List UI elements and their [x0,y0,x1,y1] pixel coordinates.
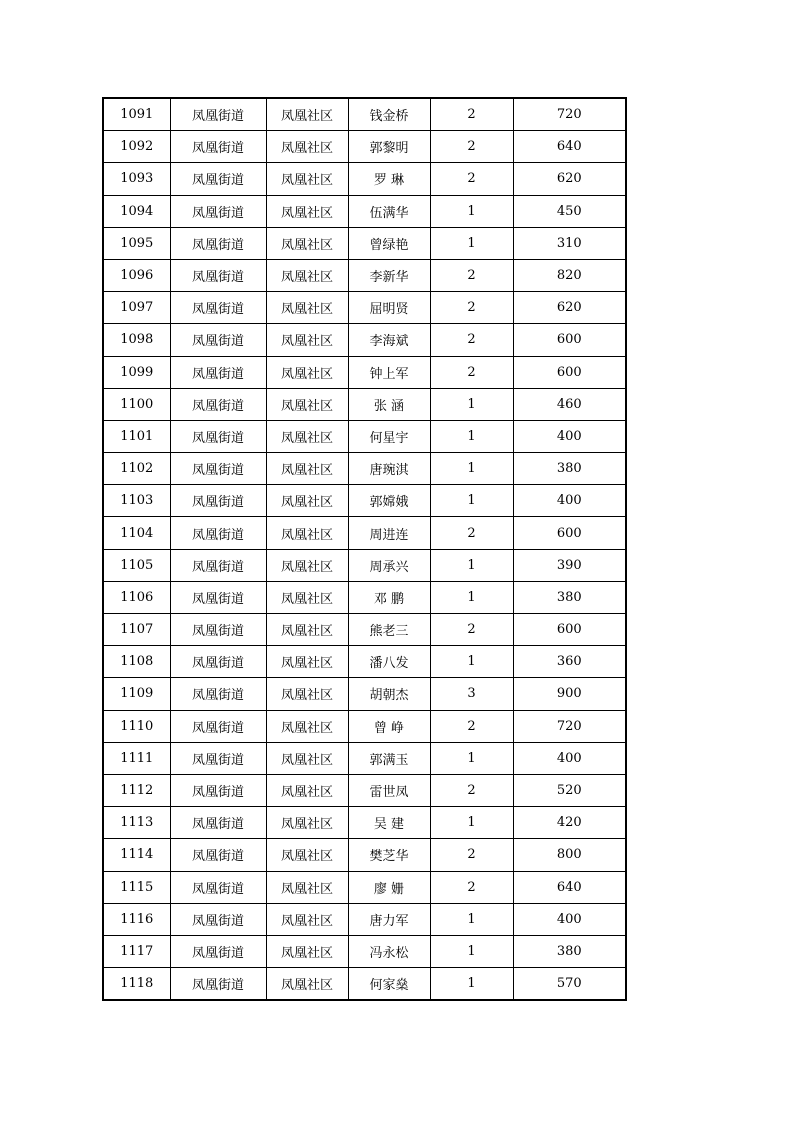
cell-street: 凤凰街道 [170,581,266,613]
cell-street: 凤凰街道 [170,195,266,227]
cell-count: 2 [430,292,513,324]
cell-community: 凤凰社区 [266,227,348,259]
cell-street: 凤凰街道 [170,356,266,388]
table-row [103,324,626,356]
cell-street: 凤凰街道 [170,871,266,903]
cell-name: 何家燊 [348,968,430,1001]
cell-count: 1 [430,807,513,839]
cell-amount: 640 [513,131,626,163]
cell-count: 2 [430,517,513,549]
cell-name: 唐琬淇 [348,453,430,485]
table-row [103,839,626,871]
cell-count: 1 [430,453,513,485]
cell-street: 凤凰街道 [170,774,266,806]
cell-amount: 400 [513,420,626,452]
cell-street: 凤凰街道 [170,968,266,1001]
cell-street: 凤凰街道 [170,935,266,967]
cell-serial-number: 1115 [103,871,170,903]
cell-name: 郭满玉 [348,742,430,774]
cell-amount: 600 [513,324,626,356]
cell-street: 凤凰街道 [170,98,266,131]
cell-street: 凤凰街道 [170,614,266,646]
cell-community: 凤凰社区 [266,163,348,195]
table-row [103,98,626,131]
cell-serial-number: 1105 [103,549,170,581]
cell-community: 凤凰社区 [266,453,348,485]
cell-community: 凤凰社区 [266,710,348,742]
cell-street: 凤凰街道 [170,839,266,871]
cell-community: 凤凰社区 [266,420,348,452]
cell-amount: 570 [513,968,626,1001]
cell-amount: 390 [513,549,626,581]
cell-serial-number: 1110 [103,710,170,742]
cell-community: 凤凰社区 [266,774,348,806]
cell-name: 周进连 [348,517,430,549]
cell-serial-number: 1101 [103,420,170,452]
cell-count: 2 [430,98,513,131]
cell-amount: 380 [513,935,626,967]
cell-street: 凤凰街道 [170,549,266,581]
cell-name: 吴 建 [348,807,430,839]
cell-name: 曾绿艳 [348,227,430,259]
cell-serial-number: 1111 [103,742,170,774]
table-row [103,517,626,549]
cell-amount: 620 [513,292,626,324]
cell-amount: 800 [513,839,626,871]
cell-name: 曾 峥 [348,710,430,742]
cell-serial-number: 1096 [103,259,170,291]
cell-community: 凤凰社区 [266,678,348,710]
cell-amount: 900 [513,678,626,710]
cell-count: 1 [430,549,513,581]
cell-amount: 600 [513,356,626,388]
cell-amount: 640 [513,871,626,903]
cell-serial-number: 1093 [103,163,170,195]
table-row [103,195,626,227]
cell-serial-number: 1098 [103,324,170,356]
cell-amount: 400 [513,903,626,935]
table-row [103,131,626,163]
table-row [103,774,626,806]
cell-count: 1 [430,646,513,678]
cell-count: 2 [430,131,513,163]
cell-street: 凤凰街道 [170,259,266,291]
table-row [103,968,626,1001]
cell-count: 2 [430,356,513,388]
cell-count: 1 [430,227,513,259]
cell-serial-number: 1102 [103,453,170,485]
cell-name: 周承兴 [348,549,430,581]
cell-community: 凤凰社区 [266,195,348,227]
cell-community: 凤凰社区 [266,98,348,131]
cell-community: 凤凰社区 [266,131,348,163]
cell-street: 凤凰街道 [170,710,266,742]
cell-name: 屈明贤 [348,292,430,324]
cell-name: 何星宇 [348,420,430,452]
cell-name: 樊芝华 [348,839,430,871]
cell-serial-number: 1091 [103,98,170,131]
cell-name: 郭嫦娥 [348,485,430,517]
cell-amount: 620 [513,163,626,195]
cell-count: 2 [430,163,513,195]
cell-count: 1 [430,420,513,452]
cell-count: 1 [430,935,513,967]
cell-serial-number: 1116 [103,903,170,935]
cell-serial-number: 1103 [103,485,170,517]
cell-community: 凤凰社区 [266,485,348,517]
cell-street: 凤凰街道 [170,227,266,259]
cell-street: 凤凰街道 [170,292,266,324]
table-row [103,742,626,774]
cell-street: 凤凰街道 [170,131,266,163]
data-table [102,97,627,1001]
cell-street: 凤凰街道 [170,742,266,774]
table-row [103,292,626,324]
cell-community: 凤凰社区 [266,356,348,388]
cell-street: 凤凰街道 [170,324,266,356]
cell-community: 凤凰社区 [266,581,348,613]
cell-serial-number: 1095 [103,227,170,259]
cell-amount: 460 [513,388,626,420]
cell-count: 1 [430,485,513,517]
cell-serial-number: 1113 [103,807,170,839]
cell-name: 李新华 [348,259,430,291]
cell-name: 熊老三 [348,614,430,646]
cell-street: 凤凰街道 [170,807,266,839]
table-row [103,549,626,581]
cell-amount: 600 [513,517,626,549]
cell-count: 2 [430,324,513,356]
cell-serial-number: 1106 [103,581,170,613]
cell-count: 1 [430,195,513,227]
cell-amount: 600 [513,614,626,646]
table-row [103,903,626,935]
table-row [103,807,626,839]
cell-name: 唐力军 [348,903,430,935]
table-row [103,388,626,420]
cell-amount: 380 [513,453,626,485]
cell-street: 凤凰街道 [170,485,266,517]
cell-name: 潘八发 [348,646,430,678]
table-row [103,614,626,646]
cell-count: 1 [430,903,513,935]
cell-street: 凤凰街道 [170,517,266,549]
cell-community: 凤凰社区 [266,935,348,967]
cell-community: 凤凰社区 [266,388,348,420]
table-row [103,227,626,259]
cell-amount: 360 [513,646,626,678]
cell-street: 凤凰街道 [170,388,266,420]
cell-community: 凤凰社区 [266,807,348,839]
cell-amount: 720 [513,710,626,742]
table-row [103,163,626,195]
table-row [103,420,626,452]
cell-serial-number: 1118 [103,968,170,1001]
cell-count: 2 [430,839,513,871]
cell-count: 1 [430,742,513,774]
cell-serial-number: 1112 [103,774,170,806]
cell-count: 1 [430,388,513,420]
cell-street: 凤凰街道 [170,646,266,678]
cell-count: 2 [430,259,513,291]
cell-community: 凤凰社区 [266,742,348,774]
table-row [103,646,626,678]
cell-name: 伍满华 [348,195,430,227]
cell-name: 钟上军 [348,356,430,388]
cell-community: 凤凰社区 [266,292,348,324]
table-row [103,678,626,710]
cell-serial-number: 1100 [103,388,170,420]
cell-community: 凤凰社区 [266,839,348,871]
cell-amount: 420 [513,807,626,839]
cell-community: 凤凰社区 [266,517,348,549]
cell-amount: 450 [513,195,626,227]
cell-community: 凤凰社区 [266,871,348,903]
cell-name: 李海斌 [348,324,430,356]
cell-community: 凤凰社区 [266,968,348,1001]
cell-name: 雷世凤 [348,774,430,806]
table-row [103,581,626,613]
cell-count: 2 [430,710,513,742]
cell-street: 凤凰街道 [170,903,266,935]
table-row [103,710,626,742]
cell-amount: 820 [513,259,626,291]
cell-serial-number: 1109 [103,678,170,710]
cell-name: 钱金桥 [348,98,430,131]
cell-count: 2 [430,871,513,903]
table-row [103,485,626,517]
cell-serial-number: 1092 [103,131,170,163]
cell-serial-number: 1107 [103,614,170,646]
cell-community: 凤凰社区 [266,903,348,935]
cell-count: 3 [430,678,513,710]
cell-community: 凤凰社区 [266,646,348,678]
cell-name: 罗 琳 [348,163,430,195]
cell-count: 1 [430,581,513,613]
cell-count: 2 [430,614,513,646]
cell-serial-number: 1097 [103,292,170,324]
cell-serial-number: 1108 [103,646,170,678]
cell-street: 凤凰街道 [170,420,266,452]
table-row [103,935,626,967]
cell-amount: 400 [513,742,626,774]
cell-serial-number: 1114 [103,839,170,871]
cell-amount: 380 [513,581,626,613]
table-row [103,259,626,291]
cell-serial-number: 1104 [103,517,170,549]
cell-street: 凤凰街道 [170,163,266,195]
cell-count: 1 [430,968,513,1001]
cell-serial-number: 1094 [103,195,170,227]
cell-street: 凤凰街道 [170,678,266,710]
cell-community: 凤凰社区 [266,259,348,291]
cell-serial-number: 1117 [103,935,170,967]
table-body [103,98,626,1000]
table-row [103,871,626,903]
cell-amount: 310 [513,227,626,259]
cell-name: 郭黎明 [348,131,430,163]
cell-amount: 400 [513,485,626,517]
cell-name: 冯永松 [348,935,430,967]
cell-community: 凤凰社区 [266,324,348,356]
cell-name: 邓 鹏 [348,581,430,613]
cell-community: 凤凰社区 [266,614,348,646]
cell-serial-number: 1099 [103,356,170,388]
cell-count: 2 [430,774,513,806]
table-row [103,453,626,485]
cell-name: 张 涵 [348,388,430,420]
cell-name: 廖 姗 [348,871,430,903]
cell-street: 凤凰街道 [170,453,266,485]
cell-name: 胡朝杰 [348,678,430,710]
cell-amount: 720 [513,98,626,131]
table-row [103,356,626,388]
cell-community: 凤凰社区 [266,549,348,581]
cell-amount: 520 [513,774,626,806]
